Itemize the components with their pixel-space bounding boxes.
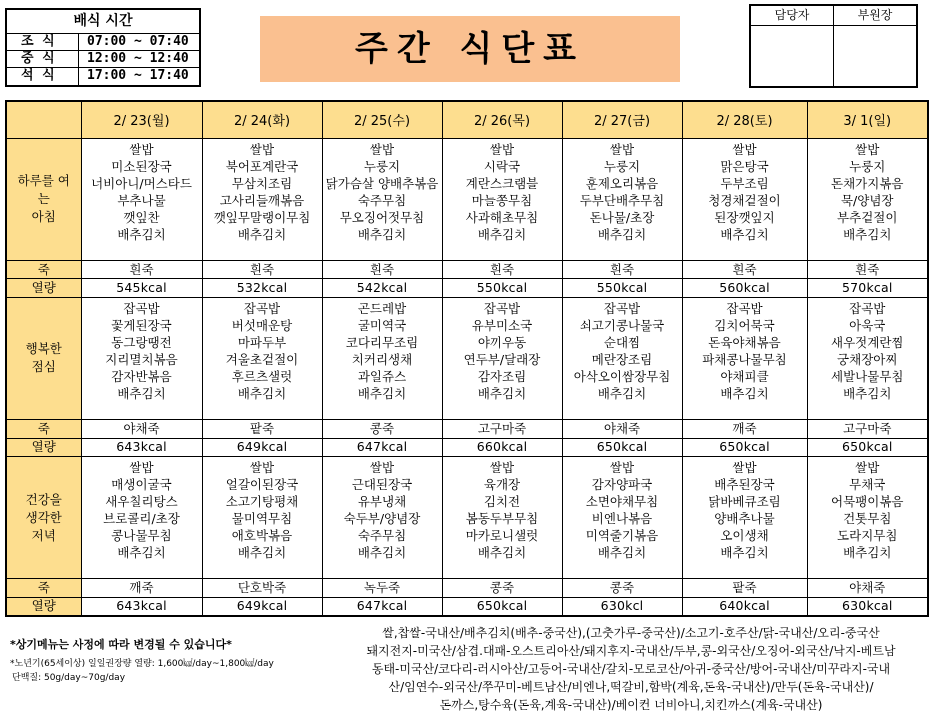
- menu-item: 감자조림: [477, 368, 527, 384]
- porridge-label: 죽: [6, 260, 81, 279]
- menu-item: 세발나물무침: [831, 368, 904, 384]
- calorie-cell: 650kcal: [562, 438, 682, 457]
- menu-item: 쌀밥: [129, 141, 154, 157]
- menu-item: 김치어묵국: [714, 317, 775, 333]
- menu-item: 쌀밥: [489, 141, 515, 157]
- serving-time-row: [7, 51, 199, 68]
- serving-time-box: [5, 8, 201, 87]
- lunch-row: [6, 297, 928, 419]
- day-header: 3/ 1(일): [807, 101, 928, 138]
- menu-item: 누룽지: [363, 158, 401, 174]
- menu-item: 과일쥬스: [357, 368, 407, 384]
- menu-item: 닭바베큐조림: [708, 494, 781, 510]
- menu-item: 배추김치: [357, 226, 407, 242]
- dinner-menu-cell: [442, 457, 562, 579]
- porridge-cell: 녹두죽: [322, 579, 442, 598]
- dinner-menu-cell: [81, 457, 202, 579]
- menu-item: 마늘쫑무침: [471, 192, 533, 208]
- porridge-cell: 흰죽: [562, 260, 682, 279]
- menu-item: 쌀밥: [129, 460, 154, 476]
- menu-item: 꽃게된장국: [111, 317, 172, 333]
- calorie-label: 열량: [6, 438, 81, 457]
- origin-line: 돼지전지-미국산/삼겹.대패-오스트리아산/돼지후지-국내산/두부,콩-외국산/오징어-외국산/낙지-베트남: [366, 644, 896, 658]
- menu-item: 훈제오리볶음: [585, 175, 659, 191]
- menu-item: 야끼우동: [477, 334, 527, 350]
- menu-item: 배추김치: [117, 545, 166, 561]
- day-header: 2/ 26(목): [442, 101, 562, 138]
- breakfast-menu-cell: [81, 138, 202, 260]
- menu-item: 배추김치: [720, 226, 769, 242]
- menu-item: 파채콩나물무침: [702, 351, 787, 367]
- menu-item: 쌀밥: [249, 141, 275, 157]
- lunch-menu-cell: [81, 297, 202, 419]
- breakfast-porridge-row: [6, 260, 928, 279]
- menu-item: 쌀밥: [369, 141, 395, 157]
- serving-time-row: [7, 68, 199, 85]
- approval-manager-sign[interactable]: [751, 26, 833, 86]
- calorie-label: 열량: [6, 279, 81, 298]
- porridge-cell: 단호박죽: [202, 579, 322, 598]
- menu-item: 곤드레밥: [357, 300, 407, 316]
- day-header: 2/ 28(토): [682, 101, 807, 138]
- dinner-menu-cell: [202, 457, 322, 579]
- menu-item: 쇠고기콩나물국: [579, 317, 665, 333]
- calorie-cell: 643kcal: [81, 438, 202, 457]
- porridge-cell: 야채죽: [807, 579, 928, 598]
- porridge-cell: 팥죽: [682, 579, 807, 598]
- menu-item: 도라지무침: [837, 528, 898, 544]
- menu-item: 북어포계란국: [225, 158, 299, 174]
- menu-item: 사과해초무침: [465, 209, 539, 225]
- menu-item: 배추김치: [843, 385, 892, 401]
- approval-manager-label: 담당자: [751, 6, 833, 26]
- origin-line: 쌀,찹쌀-국내산/배추김치(배추-중국산),(고춧가루-중국산)/소고기-호주산/닭-국내산/오리-중국산: [382, 626, 880, 640]
- menu-item: 된장깻잎지: [714, 209, 775, 225]
- menu-item: 배추된장국: [714, 477, 775, 493]
- meal-label-line: 저녁: [31, 527, 56, 543]
- dinner-calorie-row: [6, 597, 928, 616]
- menu-item: 지리멸치볶음: [105, 351, 178, 367]
- porridge-cell: 콩죽: [442, 579, 562, 598]
- menu-item: 쌀밥: [609, 460, 635, 476]
- meal-name: 조 식: [7, 34, 79, 50]
- calorie-cell: 550kcal: [562, 279, 682, 298]
- menu-item: 유부미소국: [471, 317, 533, 333]
- dinner-porridge-row: [6, 579, 928, 598]
- lunch-menu-cell: [562, 297, 682, 419]
- menu-item: 부추겉절이: [837, 209, 898, 225]
- menu-item: 잡곡밥: [603, 300, 641, 316]
- menu-item: 감자양파국: [591, 477, 653, 493]
- porridge-cell: 야채죽: [81, 419, 202, 438]
- header-corner: [6, 101, 81, 138]
- calorie-cell: 647kcal: [322, 438, 442, 457]
- meal-label-line: 아침: [31, 209, 56, 225]
- porridge-cell: 흰죽: [322, 260, 442, 279]
- menu-item: 마카로니샐럿: [465, 528, 539, 544]
- porridge-cell: 흰죽: [202, 260, 322, 279]
- day-header: 2/ 25(수): [322, 101, 442, 138]
- breakfast-menu-cell: [202, 138, 322, 260]
- menu-item: 메란장조림: [591, 351, 653, 367]
- calorie-cell: 650kcal: [807, 438, 928, 457]
- menu-item: 무오징어젓무침: [339, 209, 425, 225]
- dinner-menu-cell: [807, 457, 928, 579]
- calorie-cell: 649kcal: [202, 438, 322, 457]
- menu-item: 김치전: [483, 494, 521, 510]
- menu-item: 매생이굴국: [111, 477, 172, 493]
- menu-item: 배추김치: [117, 385, 166, 401]
- menu-item: 시락국: [483, 158, 521, 174]
- calorie-cell: 643kcal: [81, 597, 202, 616]
- menu-item: 배추김치: [357, 545, 407, 561]
- lunch-calorie-row: [6, 438, 928, 457]
- menu-item: 궁채장아찌: [837, 351, 898, 367]
- meal-label-line: 는: [37, 191, 50, 207]
- menu-item: 배추김치: [237, 385, 287, 401]
- day-header: 2/ 27(금): [562, 101, 682, 138]
- calorie-cell: 640kcal: [682, 597, 807, 616]
- menu-item: 맑은탕국: [720, 158, 769, 174]
- menu-item: 고사리들깨볶음: [219, 192, 305, 208]
- menu-item: 너비아니/머스타드: [91, 175, 192, 191]
- porridge-cell: 흰죽: [682, 260, 807, 279]
- menu-item: 오이생채: [720, 528, 769, 544]
- menu-item: 코다리무조림: [345, 334, 419, 350]
- porridge-label: 죽: [6, 419, 81, 438]
- menu-item: 쌀밥: [369, 460, 395, 476]
- calorie-cell: 650kcal: [442, 597, 562, 616]
- calorie-cell: 560kcal: [682, 279, 807, 298]
- menu-item: 쌀밥: [609, 141, 635, 157]
- menu-item: 잡곡밥: [849, 300, 886, 316]
- menu-item: 배추김치: [843, 545, 892, 561]
- approval-manager: [751, 6, 834, 86]
- porridge-cell: 흰죽: [807, 260, 928, 279]
- porridge-cell: 깨죽: [682, 419, 807, 438]
- menu-item: 쌀밥: [855, 141, 880, 157]
- menu-item: 배추김치: [597, 226, 647, 242]
- menu-item: 쌀밥: [732, 141, 757, 157]
- page-title: 주간 식단표: [260, 16, 680, 82]
- menu-item: 후르츠샐럿: [231, 368, 293, 384]
- menu-item: 얼갈이된장국: [225, 477, 299, 493]
- menu-item: 배추김치: [477, 545, 527, 561]
- menu-item: 비엔나볶음: [591, 511, 653, 527]
- day-header-row: [6, 101, 928, 138]
- meal-label-line: 하루를 여: [17, 173, 70, 189]
- menu-item: 닭가슴살 양배추볶음: [325, 175, 439, 191]
- menu-item: 쌀밥: [489, 460, 515, 476]
- breakfast-menu-cell: [442, 138, 562, 260]
- menu-item: 근대된장국: [351, 477, 413, 493]
- porridge-cell: 흰죽: [81, 260, 202, 279]
- origin-line: 산/임연수-외국산/쭈꾸미-베트남산/비엔나,떡갈비,함박(계육,돈육-국내산)/만두(돈육-국내산)/: [388, 680, 874, 694]
- menu-item: 묵/양념장: [840, 192, 894, 208]
- menu-item: 치커리생채: [351, 351, 413, 367]
- calorie-cell: 649kcal: [202, 597, 322, 616]
- menu-item: 양배추나물: [714, 511, 775, 527]
- menu-item: 잡곡밥: [483, 300, 521, 316]
- menu-item: 육개장: [483, 477, 521, 493]
- porridge-cell: 팥죽: [202, 419, 322, 438]
- calorie-label: 열량: [6, 597, 81, 616]
- protein-recommendation: 단백질: 50g/day~70g/day: [12, 673, 126, 683]
- origin-line: 동태-미국산/코다리-러시아산/고등어-국내산/갈치-모로코산/아귀-중국산/방어-국내산/미꾸라지-국내: [371, 662, 891, 676]
- menu-change-note: *상기메뉴는 사정에 따라 변경될 수 있습니다*: [10, 638, 232, 651]
- dinner-menu-cell: [322, 457, 442, 579]
- menu-item: 부추나물: [117, 192, 166, 208]
- approval-box: [749, 4, 918, 88]
- menu-item: 소면야채무침: [585, 494, 659, 510]
- menu-item: 두부단배추무침: [579, 192, 665, 208]
- meal-label-line: 점심: [31, 359, 56, 375]
- breakfast-calorie-row: [6, 279, 928, 298]
- calorie-cell: 660kcal: [442, 438, 562, 457]
- menu-item: 숙주무침: [357, 528, 407, 544]
- porridge-cell: 고구마죽: [442, 419, 562, 438]
- approval-deputy-sign[interactable]: [834, 26, 916, 86]
- menu-item: 두부조림: [720, 175, 769, 191]
- dinner-menu-cell: [682, 457, 807, 579]
- menu-item: 배추김치: [597, 385, 647, 401]
- menu-item: 연두부/달래장: [463, 351, 541, 367]
- day-header: 2/ 24(화): [202, 101, 322, 138]
- menu-item: 돈육야채볶음: [708, 334, 781, 350]
- porridge-cell: 야채죽: [562, 419, 682, 438]
- porridge-cell: 콩죽: [322, 419, 442, 438]
- menu-item: 새우젓계란찜: [831, 334, 904, 350]
- calorie-cell: 545kcal: [81, 279, 202, 298]
- menu-item: 어묵팽이볶음: [831, 494, 904, 510]
- calorie-cell: 570kcal: [807, 279, 928, 298]
- lunch-porridge-row: [6, 419, 928, 438]
- menu-item: 미역줄기볶음: [585, 528, 659, 544]
- menu-item: 숙주무침: [357, 192, 407, 208]
- menu-item: 버섯매운탕: [231, 317, 293, 333]
- menu-item: 애호박볶음: [231, 528, 293, 544]
- menu-item: 감자반볶음: [111, 368, 172, 384]
- menu-item: 누룽지: [603, 158, 641, 174]
- menu-item: 깻잎찬: [123, 209, 160, 225]
- menu-item: 배추김치: [843, 226, 892, 242]
- menu-item: 배추김치: [237, 226, 287, 242]
- menu-item: 배추김치: [477, 385, 527, 401]
- menu-item: 야채피클: [720, 368, 769, 384]
- breakfast-row: [6, 138, 928, 260]
- breakfast-menu-cell: [682, 138, 807, 260]
- lunch-label: [6, 297, 81, 419]
- dinner-label: [6, 457, 81, 579]
- menu-item: 배추김치: [477, 226, 527, 242]
- menu-item: 무삼치조림: [231, 175, 293, 191]
- menu-item: 누룽지: [849, 158, 886, 174]
- menu-item: 소고기탕평채: [225, 494, 299, 510]
- meal-name: 석 식: [7, 68, 79, 85]
- menu-item: 무채국: [849, 477, 886, 493]
- calorie-cell: 532kcal: [202, 279, 322, 298]
- menu-item: 유부냉채: [357, 494, 407, 510]
- calorie-cell: 647kcal: [322, 597, 442, 616]
- lunch-menu-cell: [202, 297, 322, 419]
- porridge-cell: 흰죽: [442, 260, 562, 279]
- serving-time-row: [7, 34, 199, 51]
- meal-name: 중 식: [7, 51, 79, 67]
- dinner-row: [6, 457, 928, 579]
- menu-item: 봄동두부무침: [465, 511, 539, 527]
- meal-label-line: 건강을: [25, 491, 62, 507]
- menu-item: 돈채가지볶음: [831, 175, 904, 191]
- day-header: 2/ 23(월): [81, 101, 202, 138]
- origin-line: 돈까스,탕수육(돈육,계육-국내산)/베이컨 너비아니,치킨까스(계육-국내산): [439, 698, 823, 711]
- breakfast-menu-cell: [322, 138, 442, 260]
- lunch-menu-cell: [322, 297, 442, 419]
- porridge-cell: 깨죽: [81, 579, 202, 598]
- lunch-menu-cell: [442, 297, 562, 419]
- calorie-cell: 630kcal: [807, 597, 928, 616]
- breakfast-menu-cell: [562, 138, 682, 260]
- menu-item: 순대찜: [603, 334, 641, 350]
- menu-item: 잡곡밥: [123, 300, 160, 316]
- menu-item: 숙두부/양념장: [343, 511, 421, 527]
- porridge-cell: 고구마죽: [807, 419, 928, 438]
- breakfast-menu-cell: [807, 138, 928, 260]
- menu-item: 브로콜리/초장: [103, 511, 180, 527]
- menu-item: 아욱국: [849, 317, 886, 333]
- menu-item: 새우칠리탕스: [105, 494, 178, 510]
- breakfast-label: [6, 138, 81, 260]
- calorie-cell: 650kcal: [682, 438, 807, 457]
- meal-time: 07:00 ~ 07:40: [87, 34, 189, 49]
- menu-item: 배추김치: [357, 385, 407, 401]
- approval-deputy: [834, 6, 916, 86]
- calorie-cell: 550kcal: [442, 279, 562, 298]
- menu-item: 쌀밥: [249, 460, 275, 476]
- meal-label-line: 생각한: [25, 509, 62, 525]
- menu-item: 마파두부: [237, 334, 287, 350]
- menu-item: 깻잎무말랭이무침: [213, 209, 311, 225]
- approval-deputy-label: 부원장: [834, 6, 916, 26]
- weekly-menu-table: [5, 100, 929, 617]
- porridge-label: 죽: [6, 579, 81, 598]
- calorie-cell: 542kcal: [322, 279, 442, 298]
- menu-item: 겨울초겉절이: [225, 351, 299, 367]
- menu-item: 굴미역국: [357, 317, 407, 333]
- menu-item: 잡곡밥: [243, 300, 281, 316]
- menu-item: 배추김치: [720, 385, 769, 401]
- menu-item: 배추김치: [117, 226, 166, 242]
- porridge-cell: 콩죽: [562, 579, 682, 598]
- serving-time-title: 배식 시간: [7, 10, 199, 34]
- menu-item: 배추김치: [237, 545, 287, 561]
- meal-time: 17:00 ~ 17:40: [87, 68, 189, 83]
- menu-item: 동그랑땡전: [111, 334, 172, 350]
- meal-label-line: 행복한: [25, 341, 62, 357]
- menu-item: 물미역무침: [231, 511, 293, 527]
- calorie-cell: 630kcl: [562, 597, 682, 616]
- lunch-menu-cell: [807, 297, 928, 419]
- menu-item: 계란스크램블: [465, 175, 539, 191]
- menu-item: 쌀밥: [732, 460, 757, 476]
- meal-time: 12:00 ~ 12:40: [87, 51, 189, 66]
- lunch-menu-cell: [682, 297, 807, 419]
- menu-item: 잡곡밥: [726, 300, 763, 316]
- menu-item: 돈나물/초장: [589, 209, 655, 225]
- menu-item: 배추김치: [720, 545, 769, 561]
- origin-info: [336, 624, 926, 711]
- menu-item: 아삭오이쌈장무침: [573, 368, 671, 384]
- menu-item: 청경채겉절이: [708, 192, 781, 208]
- calorie-recommendation: *노년기(65세이상) 일일권장량 열량: 1,600㎉/day~1,800㎉/day: [10, 659, 274, 669]
- menu-item: 배추김치: [597, 545, 647, 561]
- dinner-menu-cell: [562, 457, 682, 579]
- menu-item: 콩나물무침: [111, 528, 172, 544]
- menu-item: 건톳무침: [843, 511, 892, 527]
- menu-item: 쌀밥: [855, 460, 880, 476]
- menu-item: 미소된장국: [111, 158, 172, 174]
